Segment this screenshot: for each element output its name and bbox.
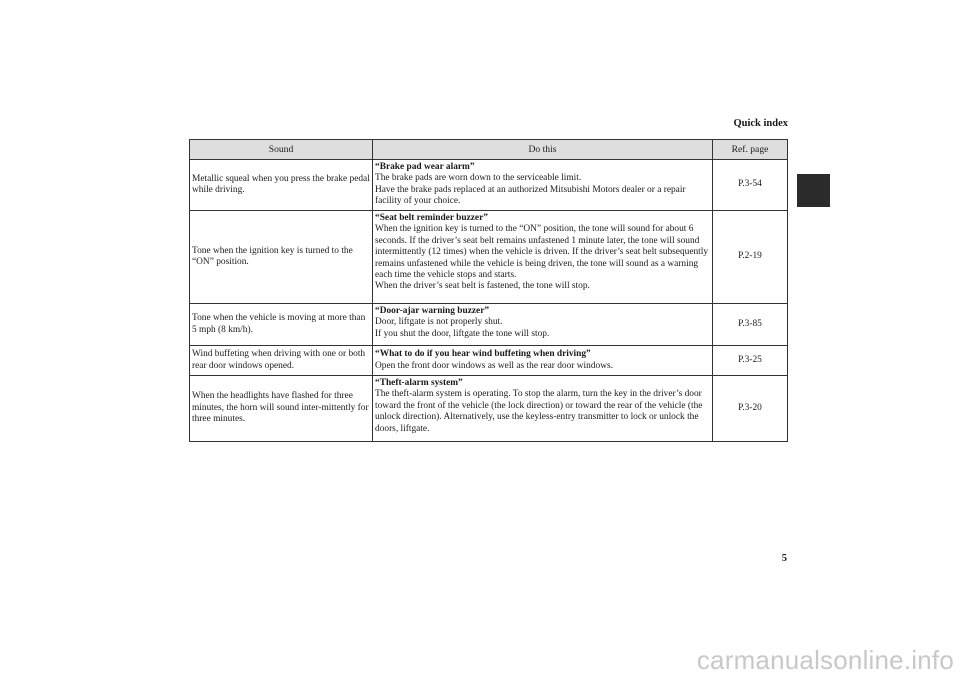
column-header-sound: Sound xyxy=(190,140,373,160)
item-body: The brake pads are worn down to the serviceable limit. Have the brake pads replaced at an authorized Mitsubishi Motors dealer or a repair facility of your choice. xyxy=(375,173,686,207)
do-this-cell xyxy=(373,304,713,346)
ref-page-cell: P.2-19 xyxy=(713,211,788,304)
table-row xyxy=(190,346,788,376)
item-body: When the ignition key is turned to the “ON” position, the tone will sound for about 6 seconds. If the driver’s seat belt remains unfastened 1 minute later, the tone will sound intermittently (12 times) when the vehicle is driven. If the driver’s seat belt subsequently remains unfastened while the vehicle is being driven, the tone will sound as a warning each time the vehicle stops and starts. When the driver’s seat belt is fastened, the tone will stop. xyxy=(375,224,709,292)
item-title: “Door-ajar warning buzzer” xyxy=(375,306,490,316)
sound-cell: Tone when the ignition key is turned to the “ON” position. xyxy=(190,211,373,304)
watermark-text: carmanualsonline.info xyxy=(696,645,954,675)
sound-cell: Metallic squeal when you press the brake pedal while driving. xyxy=(190,160,373,211)
table-row xyxy=(190,304,788,346)
do-this-cell xyxy=(373,211,713,304)
ref-page-cell: P.3-25 xyxy=(713,346,788,376)
item-body: Door, liftgate is not properly shut. If you shut the door, liftgate the tone will stop. xyxy=(375,317,550,339)
do-this-cell xyxy=(373,160,713,211)
page-number: 5 xyxy=(781,553,787,564)
table-row xyxy=(190,376,788,442)
do-this-cell xyxy=(373,376,713,442)
table-header-row xyxy=(190,140,788,160)
ref-page-cell: P.3-54 xyxy=(713,160,788,211)
ref-page-cell: P.3-20 xyxy=(713,376,788,442)
section-tab-marker xyxy=(797,174,830,207)
ref-page-cell: P.3-85 xyxy=(713,304,788,346)
item-title: “Brake pad wear alarm” xyxy=(375,162,475,172)
quick-index-table xyxy=(189,139,788,442)
sound-cell: Wind buffeting when driving with one or both rear door windows opened. xyxy=(190,346,373,376)
table-row xyxy=(190,160,788,211)
sound-cell: Tone when the vehicle is moving at more than 5 mph (8 km/h). xyxy=(190,304,373,346)
item-title: “Theft-alarm system” xyxy=(375,378,463,388)
sound-cell: When the headlights have flashed for three minutes, the horn will sound inter-mittently for three minutes. xyxy=(190,376,373,442)
item-title: “Seat belt reminder buzzer” xyxy=(375,213,488,223)
column-header-do-this: Do this xyxy=(373,140,713,160)
item-body: The theft-alarm system is operating. To stop the alarm, turn the key in the driver’s door toward the front of the vehicle (the lock direction) or toward the rear of the vehicle (the unlock direction). Alternatively, use the keyless-entry transmitter to lock or unlock the doors, liftgate. xyxy=(375,389,703,434)
column-header-ref-page: Ref. page xyxy=(713,140,788,160)
page-header-title: Quick index xyxy=(733,118,788,129)
item-title: “What to do if you hear wind buffeting when driving” xyxy=(375,349,591,360)
do-this-cell xyxy=(373,346,713,376)
item-body: Open the front door windows as well as the rear door windows. xyxy=(375,360,613,371)
table-row xyxy=(190,211,788,304)
